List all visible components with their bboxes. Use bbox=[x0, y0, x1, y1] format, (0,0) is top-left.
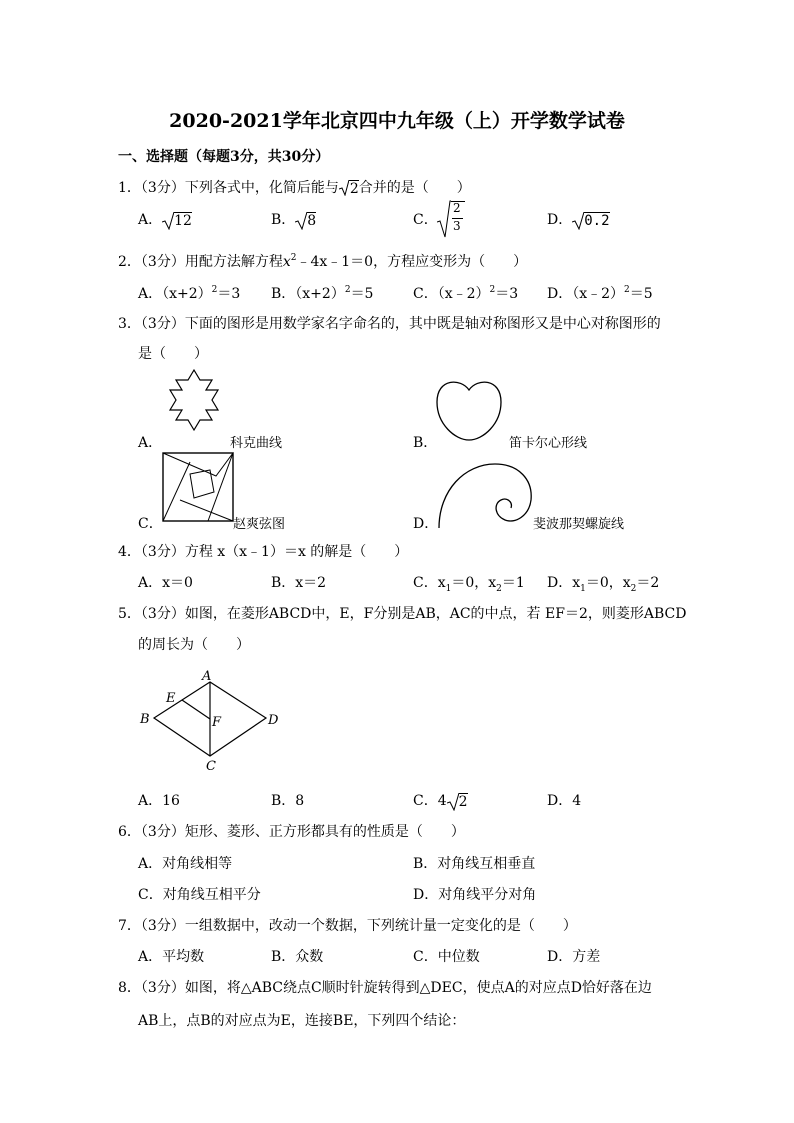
question-1-stem bbox=[118, 177, 471, 197]
sqrt-sign bbox=[459, 793, 468, 810]
q2-stem-a: 2．（3分）用配方法解方程 bbox=[118, 254, 283, 270]
q2-b-text: B．（x+2） bbox=[271, 286, 345, 302]
q3-option-a[interactable] bbox=[138, 432, 162, 452]
cardioid-figure bbox=[433, 376, 505, 442]
q5-option-c[interactable] bbox=[413, 790, 468, 810]
q1-option-c-num: 2 bbox=[453, 201, 461, 215]
q2-b-exp: 2 bbox=[344, 285, 351, 295]
q4-d-b: ＝0，x bbox=[585, 575, 631, 591]
q5-option-b[interactable]: B．8 bbox=[271, 793, 305, 809]
q5-c-rad: 2 bbox=[458, 793, 468, 810]
q2-c-exp: 2 bbox=[489, 285, 496, 295]
rhombus-label-c: C bbox=[206, 759, 216, 774]
q4-c-b: ＝0，x bbox=[451, 575, 497, 591]
q3-option-d-label: D． bbox=[413, 516, 439, 532]
q3-option-a-label: A． bbox=[138, 435, 163, 451]
q1-option-c[interactable] bbox=[413, 200, 461, 238]
q2-c-rest: ＝3 bbox=[495, 286, 519, 302]
q1-option-b-label: B． bbox=[271, 212, 296, 228]
q2-c-text: C．（x﹣2） bbox=[413, 286, 490, 302]
page-title: 2020-2021学年北京四中九年级（上）开学数学试卷 bbox=[169, 110, 625, 132]
rhombus-figure bbox=[136, 668, 286, 776]
q2-stem-exp: 2 bbox=[290, 253, 297, 263]
zhao-shuang-figure bbox=[162, 452, 236, 524]
q1-option-d-label: D． bbox=[547, 212, 573, 228]
q1-option-d-rad: 0.2 bbox=[584, 212, 610, 229]
q3-option-c-label: C． bbox=[138, 516, 163, 532]
q2-option-c[interactable] bbox=[413, 283, 518, 303]
question-7-stem: 7．（3分）一组数据中，改动一个数据，下列统计量一定变化的是（ ） bbox=[118, 918, 577, 934]
q1-stem-b: 合并的是（ ） bbox=[358, 180, 471, 196]
q1-option-c-label: C． bbox=[413, 212, 438, 228]
q7-option-c[interactable]: C．中位数 bbox=[413, 949, 480, 965]
section-heading: 一、选择题（每题3分，共30分） bbox=[118, 149, 330, 165]
q7-option-d[interactable]: D．方差 bbox=[547, 949, 601, 965]
q3-caption-c: 赵爽弦图 bbox=[233, 517, 286, 532]
q1-option-c-den: 3 bbox=[453, 219, 461, 233]
sqrt-sign bbox=[174, 212, 192, 229]
rhombus-label-d: D bbox=[268, 713, 279, 728]
q2-d-text: D．（x﹣2） bbox=[547, 286, 625, 302]
sqrt-sign bbox=[349, 180, 359, 197]
question-8-stem-line1: 8．（3分）如图，将△ABC绕点C顺时针旋转得到△DEC，使点A的对应点D恰好落在边 bbox=[118, 980, 652, 996]
q1-option-a[interactable] bbox=[138, 209, 192, 229]
q1-stem-rad: 2 bbox=[349, 180, 359, 197]
q2-stem-x: x bbox=[282, 254, 291, 270]
q4-d-a: D．x bbox=[547, 575, 581, 591]
q3-option-c[interactable] bbox=[138, 513, 163, 533]
q1-option-a-rad: 12 bbox=[174, 212, 192, 229]
q4-option-b[interactable]: B．x＝2 bbox=[271, 575, 327, 591]
q2-option-b[interactable] bbox=[271, 283, 373, 303]
rhombus-label-b: B bbox=[140, 712, 150, 727]
question-8-stem-line2: AB上，点B的对应点为E，连接BE，下列四个结论： bbox=[138, 1013, 466, 1029]
q2-option-a[interactable] bbox=[138, 283, 240, 303]
q5-c-label: C．4 bbox=[413, 793, 447, 809]
q3-caption-b: 笛卡尔心形线 bbox=[509, 436, 588, 451]
q6-option-a[interactable]: A．对角线相等 bbox=[138, 856, 233, 872]
q4-option-a[interactable]: A．x＝0 bbox=[138, 575, 193, 591]
rhombus-label-a: A bbox=[202, 669, 212, 684]
q2-a-exp: 2 bbox=[211, 285, 218, 295]
question-3-stem-line1: 3．（3分）下面的图形是用数学家名字命名的，其中既是轴对称图形又是中心对称图形的 bbox=[118, 316, 661, 332]
q1-option-b[interactable] bbox=[271, 209, 316, 229]
q1-option-d[interactable] bbox=[547, 209, 610, 229]
q6-option-c[interactable]: C．对角线互相平分 bbox=[138, 887, 261, 903]
q2-stem-rest: ﹣4x﹣1＝0，方程应变形为（ ） bbox=[296, 254, 528, 270]
question-3-stem-line2: 是（ ） bbox=[138, 346, 208, 362]
q4-d-c: ＝2 bbox=[636, 575, 660, 591]
sqrt-sign bbox=[307, 212, 316, 229]
rhombus-label-f: F bbox=[212, 715, 222, 730]
q1-option-a-label: A． bbox=[138, 212, 163, 228]
q5-option-a[interactable]: A．16 bbox=[138, 793, 180, 809]
q4-option-c[interactable] bbox=[413, 572, 525, 592]
q6-option-d[interactable]: D．对角线平分对角 bbox=[413, 887, 537, 903]
question-2-stem bbox=[118, 251, 527, 271]
sqrt-sign bbox=[437, 200, 451, 238]
q2-d-rest: ＝5 bbox=[629, 286, 653, 302]
fibonacci-spiral-figure bbox=[435, 460, 535, 530]
question-5-stem-line2: 的周长为（ ） bbox=[138, 637, 250, 653]
q4-d-s2: 2 bbox=[630, 584, 637, 594]
question-6-stem: 6．（3分）矩形、菱形、正方形都具有的性质是（ ） bbox=[118, 824, 465, 840]
q4-c-c: ＝1 bbox=[501, 575, 525, 591]
q2-option-d[interactable] bbox=[547, 283, 653, 303]
question-5-stem-line1: 5．（3分）如图，在菱形ABCD中，E，F分别是AB，AC的中点，若 EF＝2，则菱形ABCD bbox=[118, 606, 687, 622]
q4-c-a: C．x bbox=[413, 575, 446, 591]
q2-d-exp: 2 bbox=[624, 285, 630, 295]
q1-stem-a: 1．（3分）下列各式中，化简后能与 bbox=[118, 180, 339, 196]
q3-caption-d: 斐波那契螺旋线 bbox=[533, 517, 625, 532]
q4-option-d[interactable] bbox=[547, 572, 659, 592]
q6-option-b[interactable]: B．对角线互相垂直 bbox=[413, 856, 536, 872]
q4-c-s2: 2 bbox=[496, 584, 502, 594]
q2-a-text: A．（x+2） bbox=[138, 286, 212, 302]
q3-caption-a: 科克曲线 bbox=[230, 436, 283, 451]
q2-a-rest: ＝3 bbox=[217, 286, 241, 302]
sqrt-sign bbox=[584, 212, 609, 229]
q7-option-a[interactable]: A．平均数 bbox=[138, 949, 205, 965]
q2-b-rest: ＝5 bbox=[350, 286, 374, 302]
q5-option-d[interactable]: D．4 bbox=[547, 793, 582, 809]
question-4-stem: 4．（3分）方程 x（x﹣1）＝x 的解是（ ） bbox=[118, 544, 409, 560]
q3-option-d[interactable] bbox=[413, 513, 438, 533]
q4-c-s1: 1 bbox=[445, 584, 452, 594]
koch-snowflake-figure bbox=[158, 368, 230, 440]
q7-option-b[interactable]: B．众数 bbox=[271, 949, 324, 965]
q3-option-b[interactable] bbox=[413, 432, 437, 452]
q4-d-s1: 1 bbox=[580, 584, 586, 594]
rhombus-label-e: E bbox=[166, 691, 176, 706]
q1-option-b-rad: 8 bbox=[307, 212, 317, 229]
q3-option-b-label: B． bbox=[413, 435, 438, 451]
